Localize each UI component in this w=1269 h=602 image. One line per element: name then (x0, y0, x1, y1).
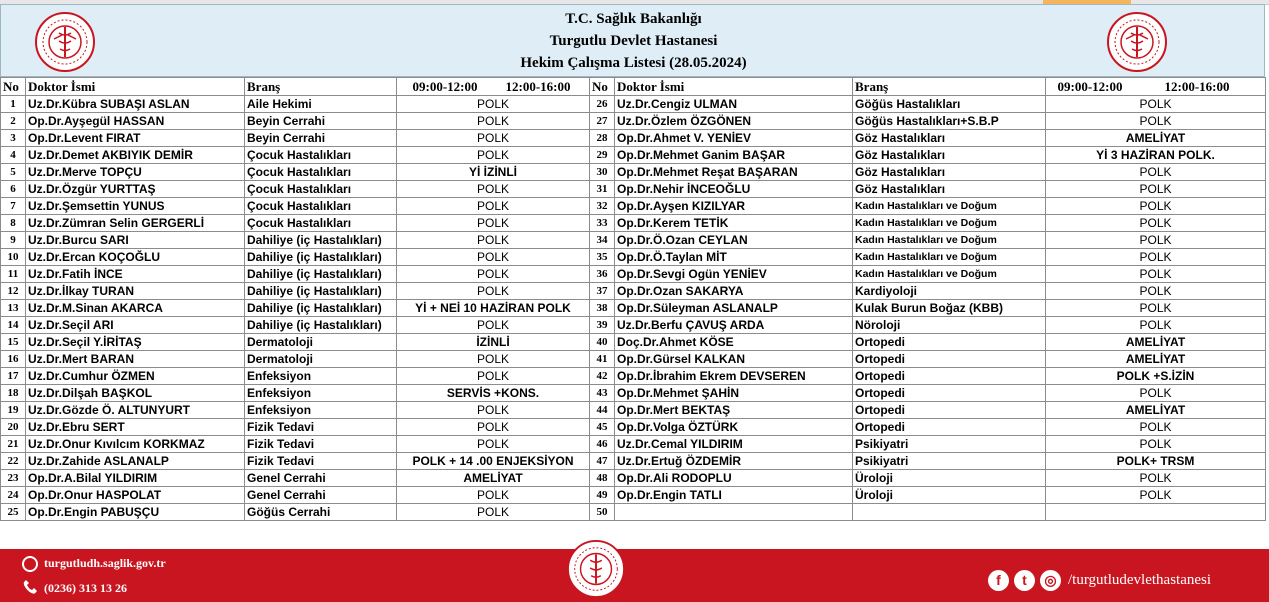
doctor-name: Op.Dr.Engin TATLI (615, 487, 853, 504)
schedule-status: POLK (397, 215, 590, 232)
doctor-name: Op.Dr.Kerem TETİK (615, 215, 853, 232)
table-row (1, 317, 1266, 334)
row-number: 10 (1, 249, 26, 266)
doctor-name: Uz.Dr.Zahide ASLANALP (26, 453, 245, 470)
schedule-status: POLK (1046, 249, 1266, 266)
branch-name: Göğüs Hastalıkları+S.B.P (853, 113, 1046, 130)
branch-name: Fizik Tedavi (245, 419, 397, 436)
row-number: 19 (1, 402, 26, 419)
doctor-name: Op.Dr.Ayşen KIZILYAR (615, 198, 853, 215)
schedule-status: AMELİYAT (1046, 402, 1266, 419)
doctor-name: Uz.Dr.Demet AKBIYIK DEMİR (26, 147, 245, 164)
table-row (1, 402, 1266, 419)
schedule-status: POLK (397, 504, 590, 521)
branch-name: Dermatoloji (245, 351, 397, 368)
schedule-status: POLK (397, 232, 590, 249)
schedule-status: İZİNLİ (397, 334, 590, 351)
branch-name: Ortopedi (853, 368, 1046, 385)
doctor-name: Op.Dr.Ahmet V. YENİEV (615, 130, 853, 147)
row-number: 24 (1, 487, 26, 504)
schedule-status: POLK (1046, 317, 1266, 334)
phone-number[interactable]: (0236) 313 13 26 (44, 581, 127, 595)
table-row (1, 300, 1266, 317)
schedule-status: AMELİYAT (397, 470, 590, 487)
branch-name: Göz Hastalıkları (853, 164, 1046, 181)
row-number: 9 (1, 232, 26, 249)
branch-name: Çocuk Hastalıkları (245, 181, 397, 198)
schedule-status: POLK (1046, 470, 1266, 487)
row-number: 34 (590, 232, 615, 249)
schedule-status: POLK (1046, 232, 1266, 249)
schedule-status: AMELİYAT (1046, 130, 1266, 147)
table-header-row (1, 78, 1266, 96)
schedule-status: POLK (397, 436, 590, 453)
schedule-status (1046, 504, 1266, 521)
branch-name: Ortopedi (853, 419, 1046, 436)
row-number: 8 (1, 215, 26, 232)
branch-name: Göğüs Hastalıkları (853, 96, 1046, 113)
row-number: 2 (1, 113, 26, 130)
row-number: 30 (590, 164, 615, 181)
branch-name: Psikiyatri (853, 436, 1046, 453)
doctor-name: Uz.Dr.Seçil Y.İRİTAŞ (26, 334, 245, 351)
doctor-schedule-table (0, 77, 1266, 521)
row-number: 25 (1, 504, 26, 521)
branch-name: Göz Hastalıkları (853, 130, 1046, 147)
schedule-status: POLK +S.İZİN (1046, 368, 1266, 385)
doctor-name: Op.Dr.Levent FIRAT (26, 130, 245, 147)
branch-name: Kadın Hastalıkları ve Doğum (853, 266, 1046, 283)
row-number: 1 (1, 96, 26, 113)
row-number: 15 (1, 334, 26, 351)
col-header-branch: Branş (245, 78, 397, 96)
schedule-status: POLK (397, 266, 590, 283)
schedule-status: SERVİS +KONS. (397, 385, 590, 402)
instagram-icon[interactable]: ◎ (1040, 570, 1061, 591)
doctor-name: Uz.Dr.M.Sinan AKARCA (26, 300, 245, 317)
doctor-name: Op.Dr.Engin PABUŞÇU (26, 504, 245, 521)
doctor-name: Uz.Dr.Burcu SARI (26, 232, 245, 249)
doctor-name: Uz.Dr.Özgür YURTTAŞ (26, 181, 245, 198)
schedule-status: POLK (397, 317, 590, 334)
branch-name: Kadın Hastalıkları ve Doğum (853, 198, 1046, 215)
branch-name (853, 504, 1046, 521)
branch-name: Üroloji (853, 487, 1046, 504)
row-number: 14 (1, 317, 26, 334)
doctor-name: Uz.Dr.Onur Kıvılcım KORKMAZ (26, 436, 245, 453)
branch-name: Genel Cerrahi (245, 470, 397, 487)
table-row (1, 147, 1266, 164)
branch-name: Dermatoloji (245, 334, 397, 351)
schedule-status: POLK (397, 402, 590, 419)
doctor-name: Uz.Dr.Gözde Ö. ALTUNYURT (26, 402, 245, 419)
doctor-name: Uz.Dr.Özlem ÖZGÖNEN (615, 113, 853, 130)
branch-name: Dahiliye (iç Hastalıkları) (245, 283, 397, 300)
col-header-am: 09:00-12:00 (412, 78, 478, 94)
doctor-name: Uz.Dr.İlkay TURAN (26, 283, 245, 300)
col-header-no: No (1, 78, 26, 96)
branch-name: Enfeksiyon (245, 402, 397, 419)
ministry-logo-right (1106, 11, 1168, 73)
website-link[interactable]: turgutludh.saglik.gov.tr (44, 556, 166, 570)
row-number: 17 (1, 368, 26, 385)
doctor-name: Uz.Dr.Ercan KOÇOĞLU (26, 249, 245, 266)
row-number: 47 (590, 453, 615, 470)
col-header-pm: 12:00-16:00 (505, 78, 571, 94)
doctor-name: Uz.Dr.Dilşah BAŞKOL (26, 385, 245, 402)
branch-name: Göğüs Cerrahi (245, 504, 397, 521)
table-row (1, 453, 1266, 470)
row-number: 26 (590, 96, 615, 113)
schedule-status: POLK (1046, 385, 1266, 402)
doctor-name: Uz.Dr.Ebru SERT (26, 419, 245, 436)
doctor-name: Op.Dr.Mehmet Reşat BAŞARAN (615, 164, 853, 181)
col-header-pm-right: 12:00-16:00 (1164, 78, 1230, 94)
schedule-status: POLK (1046, 181, 1266, 198)
doctor-name: Op.Dr.A.Bilal YILDIRIM (26, 470, 245, 487)
row-number: 33 (590, 215, 615, 232)
branch-name: Enfeksiyon (245, 385, 397, 402)
table-row (1, 504, 1266, 521)
phone-icon (22, 579, 38, 595)
branch-name: Beyin Cerrahi (245, 113, 397, 130)
col-header-doctor-right: Doktor İsmi (615, 78, 853, 96)
col-header-no-right: No (590, 78, 615, 96)
row-number: 29 (590, 147, 615, 164)
schedule-status: POLK (1046, 300, 1266, 317)
branch-name: Çocuk Hastalıkları (245, 215, 397, 232)
schedule-status: Yİ İZİNLİ (397, 164, 590, 181)
schedule-status: POLK (397, 130, 590, 147)
table-row (1, 198, 1266, 215)
branch-name: Dahiliye (iç Hastalıkları) (245, 249, 397, 266)
table-row (1, 113, 1266, 130)
col-header-doctor: Doktor İsmi (26, 78, 245, 96)
schedule-status: POLK (1046, 164, 1266, 181)
row-number: 21 (1, 436, 26, 453)
table-row (1, 283, 1266, 300)
branch-name: Göz Hastalıkları (853, 181, 1046, 198)
branch-name: Ortopedi (853, 334, 1046, 351)
schedule-status: POLK (397, 419, 590, 436)
row-number: 50 (590, 504, 615, 521)
branch-name: Dahiliye (iç Hastalıkları) (245, 266, 397, 283)
globe-icon (22, 556, 38, 572)
schedule-status: POLK (1046, 266, 1266, 283)
doctor-name: Op.Dr.Ö.Taylan MİT (615, 249, 853, 266)
schedule-status: POLK (397, 368, 590, 385)
schedule-status: POLK (397, 96, 590, 113)
col-header-branch-right: Branş (853, 78, 1046, 96)
doctor-name: Uz.Dr.Cemal YILDIRIM (615, 436, 853, 453)
doctor-name: Uz.Dr.Zümran Selin GERGERLİ (26, 215, 245, 232)
col-header-times (397, 78, 590, 96)
table-row (1, 249, 1266, 266)
schedule-status: Yİ 3 HAZİRAN POLK. (1046, 147, 1266, 164)
branch-name: Fizik Tedavi (245, 453, 397, 470)
hospital-title: Turgutlu Devlet Hastanesi (549, 33, 718, 49)
schedule-status: POLK (1046, 198, 1266, 215)
row-number: 28 (590, 130, 615, 147)
branch-name: Aile Hekimi (245, 96, 397, 113)
branch-name: Enfeksiyon (245, 368, 397, 385)
doctor-name: Op.Dr.Sevgi Ogün YENİEV (615, 266, 853, 283)
doctor-name: Doç.Dr.Ahmet KÖSE (615, 334, 853, 351)
table-row (1, 334, 1266, 351)
schedule-status: POLK (397, 487, 590, 504)
doctor-name (615, 504, 853, 521)
doctor-name: Op.Dr.Ayşegül HASSAN (26, 113, 245, 130)
schedule-status: POLK (1046, 96, 1266, 113)
schedule-status: POLK (397, 249, 590, 266)
table-row (1, 487, 1266, 504)
branch-name: Çocuk Hastalıkları (245, 164, 397, 181)
row-number: 41 (590, 351, 615, 368)
row-number: 49 (590, 487, 615, 504)
schedule-status: POLK (1046, 215, 1266, 232)
row-number: 6 (1, 181, 26, 198)
schedule-status: POLK (397, 351, 590, 368)
schedule-status: POLK (397, 198, 590, 215)
doctor-name: Op.Dr.Süleyman ASLANALP (615, 300, 853, 317)
row-number: 18 (1, 385, 26, 402)
doctor-name: Op.Dr.Onur HASPOLAT (26, 487, 245, 504)
doctor-name: Uz.Dr.Ertuğ ÖZDEMİR (615, 453, 853, 470)
doctor-name: Op.Dr.Mehmet Ganim BAŞAR (615, 147, 853, 164)
branch-name: Dahiliye (iç Hastalıkları) (245, 317, 397, 334)
doctor-name: Uz.Dr.Fatih İNCE (26, 266, 245, 283)
row-number: 3 (1, 130, 26, 147)
row-number: 27 (590, 113, 615, 130)
schedule-status: AMELİYAT (1046, 351, 1266, 368)
row-number: 7 (1, 198, 26, 215)
schedule-status: POLK+ TRSM (1046, 453, 1266, 470)
branch-name: Ortopedi (853, 351, 1046, 368)
row-number: 44 (590, 402, 615, 419)
row-number: 32 (590, 198, 615, 215)
branch-name: Psikiyatri (853, 453, 1046, 470)
branch-name: Çocuk Hastalıkları (245, 147, 397, 164)
row-number: 42 (590, 368, 615, 385)
doctor-name: Op.Dr.Mehmet ŞAHİN (615, 385, 853, 402)
doctor-name: Op.Dr.Ozan SAKARYA (615, 283, 853, 300)
schedule-status: POLK (1046, 113, 1266, 130)
branch-name: Ortopedi (853, 402, 1046, 419)
row-number: 40 (590, 334, 615, 351)
facebook-icon[interactable]: f (988, 570, 1009, 591)
branch-name: Kardiyoloji (853, 283, 1046, 300)
doctor-name: Uz.Dr.Cumhur ÖZMEN (26, 368, 245, 385)
schedule-status: POLK (397, 181, 590, 198)
branch-name: Göz Hastalıkları (853, 147, 1046, 164)
footer-banner (0, 535, 1269, 602)
row-number: 38 (590, 300, 615, 317)
footer-ministry-logo (566, 539, 626, 599)
branch-name: Kulak Burun Boğaz (KBB) (853, 300, 1046, 317)
table-row (1, 419, 1266, 436)
schedule-status: POLK (397, 113, 590, 130)
branch-name: Çocuk Hastalıkları (245, 198, 397, 215)
branch-name: Dahiliye (iç Hastalıkları) (245, 232, 397, 249)
row-number: 16 (1, 351, 26, 368)
social-handle[interactable]: /turgutludevlethastanesi (1068, 572, 1212, 588)
doctor-name: Uz.Dr.Cengiz ULMAN (615, 96, 853, 113)
table-row (1, 181, 1266, 198)
doctor-name: Op.Dr.Nehir İNCEOĞLU (615, 181, 853, 198)
row-number: 45 (590, 419, 615, 436)
doctor-name: Op.Dr.İbrahim Ekrem DEVSEREN (615, 368, 853, 385)
branch-name: Dahiliye (iç Hastalıkları) (245, 300, 397, 317)
row-number: 20 (1, 419, 26, 436)
col-header-am-right: 09:00-12:00 (1057, 78, 1123, 94)
table-row (1, 385, 1266, 402)
schedule-status: POLK (397, 283, 590, 300)
branch-name: Ortopedi (853, 385, 1046, 402)
schedule-status: Yİ + NEİ 10 HAZİRAN POLK (397, 300, 590, 317)
twitter-icon[interactable]: t (1014, 570, 1035, 591)
row-number: 46 (590, 436, 615, 453)
row-number: 37 (590, 283, 615, 300)
doctor-name: Op.Dr.Mert BEKTAŞ (615, 402, 853, 419)
row-number: 22 (1, 453, 26, 470)
branch-name: Nöroloji (853, 317, 1046, 334)
doctor-name: Uz.Dr.Seçil ARI (26, 317, 245, 334)
table-row (1, 436, 1266, 453)
table-row (1, 215, 1266, 232)
ministry-title: T.C. Sağlık Bakanlığı (565, 11, 702, 27)
doctor-name: Op.Dr.Ö.Ozan CEYLAN (615, 232, 853, 249)
row-number: 4 (1, 147, 26, 164)
col-header-times-right (1046, 78, 1266, 96)
footer-wave (0, 535, 1269, 549)
table-row (1, 130, 1266, 147)
branch-name: Kadın Hastalıkları ve Doğum (853, 215, 1046, 232)
row-number: 12 (1, 283, 26, 300)
doctor-name: Uz.Dr.Berfu ÇAVUŞ ARDA (615, 317, 853, 334)
row-number: 31 (590, 181, 615, 198)
row-number: 43 (590, 385, 615, 402)
doctor-name: Uz.Dr.Mert BARAN (26, 351, 245, 368)
document-header (0, 4, 1265, 77)
table-row (1, 96, 1266, 113)
row-number: 35 (590, 249, 615, 266)
doctor-name: Op.Dr.Volga ÖZTÜRK (615, 419, 853, 436)
doctor-name: Uz.Dr.Kübra SUBAŞI ASLAN (26, 96, 245, 113)
schedule-status: POLK (397, 147, 590, 164)
row-number: 23 (1, 470, 26, 487)
doctor-name: Op.Dr.Ali RODOPLU (615, 470, 853, 487)
row-number: 13 (1, 300, 26, 317)
row-number: 11 (1, 266, 26, 283)
schedule-status: POLK (1046, 283, 1266, 300)
table-row (1, 266, 1266, 283)
table-row (1, 164, 1266, 181)
table-row (1, 232, 1266, 249)
branch-name: Genel Cerrahi (245, 487, 397, 504)
row-number: 5 (1, 164, 26, 181)
branch-name: Kadın Hastalıkları ve Doğum (853, 232, 1046, 249)
table-row (1, 470, 1266, 487)
table-row (1, 368, 1266, 385)
schedule-status: POLK (1046, 436, 1266, 453)
schedule-status: POLK (1046, 419, 1266, 436)
row-number: 48 (590, 470, 615, 487)
doctor-name: Uz.Dr.Şemsettin YUNUS (26, 198, 245, 215)
list-title: Hekim Çalışma Listesi (28.05.2024) (520, 55, 747, 71)
table-row (1, 351, 1266, 368)
row-number: 36 (590, 266, 615, 283)
branch-name: Kadın Hastalıkları ve Doğum (853, 249, 1046, 266)
doctor-name: Op.Dr.Gürsel KALKAN (615, 351, 853, 368)
branch-name: Üroloji (853, 470, 1046, 487)
branch-name: Fizik Tedavi (245, 436, 397, 453)
schedule-status: POLK (1046, 487, 1266, 504)
row-number: 39 (590, 317, 615, 334)
doctor-name: Uz.Dr.Merve TOPÇU (26, 164, 245, 181)
schedule-status: POLK + 14 .00 ENJEKSİYON (397, 453, 590, 470)
schedule-status: AMELİYAT (1046, 334, 1266, 351)
branch-name: Beyin Cerrahi (245, 130, 397, 147)
